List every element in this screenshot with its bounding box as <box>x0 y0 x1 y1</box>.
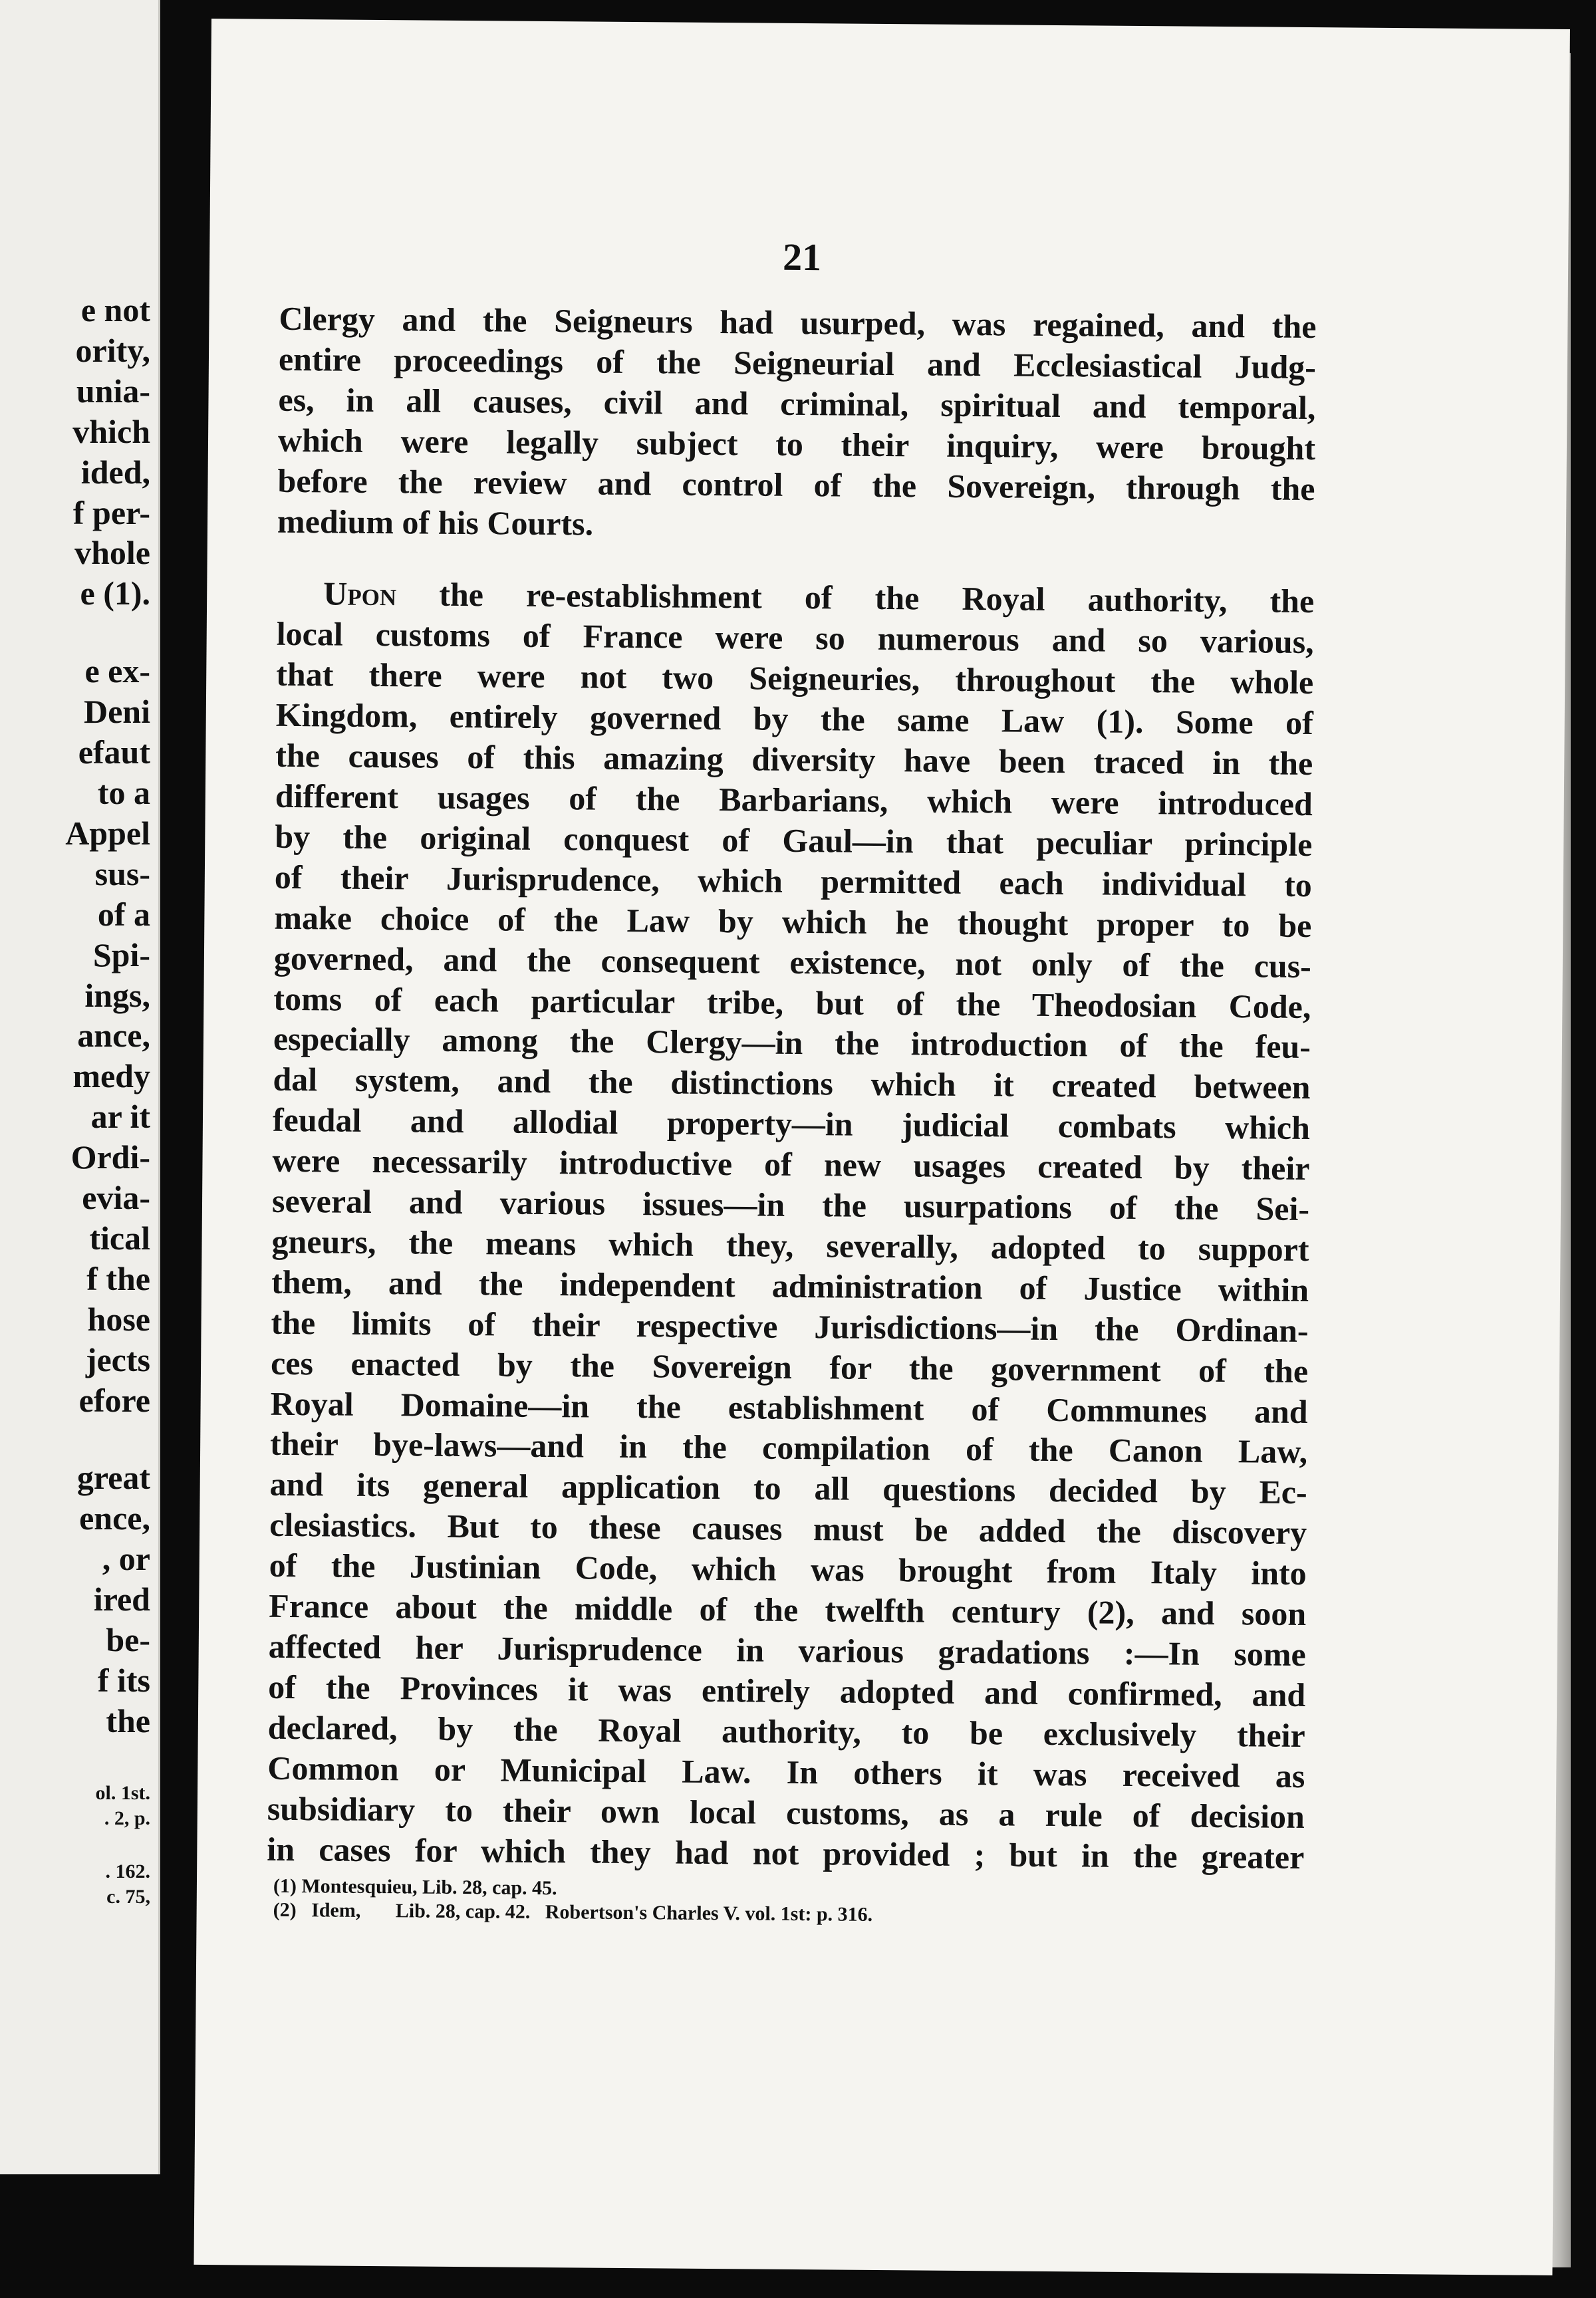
left-page-note: c. 75, <box>106 1886 150 1908</box>
body-text <box>267 299 1317 1878</box>
left-page-line: of a <box>97 895 150 933</box>
left-page-line: ar it <box>90 1098 150 1136</box>
text-line: Kingdom, entirely governed by the same Law (1). Some of <box>275 696 1313 742</box>
text-line: feudal and allodial property—in judicial combats which <box>272 1100 1311 1147</box>
text-line: in cases for which they had not provided ; but in the greater <box>267 1830 1305 1876</box>
text-line: their bye-laws—and in the compilation of the Canon Law, <box>269 1425 1308 1471</box>
text-line: France about the middle of the twelfth century (2), and soon <box>269 1587 1307 1633</box>
text-line: them, and the independent administration of Justice within <box>271 1263 1309 1309</box>
text-line: ces enacted by the Sovereign for the government of the <box>270 1344 1309 1390</box>
left-page-line: the <box>106 1702 150 1739</box>
text-line: make choice of the Law by which he thought proper to be <box>274 898 1312 944</box>
left-page-line: f its <box>97 1662 150 1699</box>
text-line: Royal Domaine—in the establishment of Communes and <box>270 1384 1308 1430</box>
left-page-line: to a <box>97 773 150 811</box>
left-page-line: unia- <box>76 372 150 410</box>
footnote: (1) Montesquieu, Lib. 28, cap. 45. <box>273 1874 557 1900</box>
text-line: of the Justinian Code, which was brought from Italy into <box>269 1546 1307 1593</box>
text-line: gneurs, the means which they, severally, adopted to support <box>271 1222 1309 1268</box>
text-line: medium of his Courts. <box>277 502 594 543</box>
text-line: the limits of their respective Jurisdictions—in the Ordinan- <box>271 1303 1309 1349</box>
text-line: of the Provinces it was entirely adopted and confirmed, and <box>268 1668 1306 1714</box>
left-page-line: tical <box>89 1219 150 1257</box>
paragraph-1 <box>277 299 1317 550</box>
left-page-line: ence, <box>79 1499 150 1537</box>
left-page-line: vhich <box>72 412 150 450</box>
text-line: different usages of the Barbarians, which were introduced <box>275 777 1313 823</box>
text-line: subsidiary to their own local customs, as a rule of decision <box>267 1789 1305 1835</box>
left-page-line: efore <box>78 1381 150 1419</box>
left-page-line: f the <box>86 1259 150 1297</box>
text-line: clesiastics. But to these causes must be added the discovery <box>269 1506 1307 1552</box>
text-line: entire proceedings of the Seigneurial and Ecclesiastical Judg- <box>278 340 1317 386</box>
text-line: toms of each particular tribe, but of the Theodosian Code, <box>273 979 1311 1025</box>
text-line: the causes of this amazing diversity have been traced in the <box>275 736 1313 783</box>
text-line: affected her Jurisprudence in various gradations :—In some <box>268 1627 1306 1674</box>
left-page-line: ings, <box>84 976 150 1014</box>
footnotes <box>273 1874 873 1927</box>
left-page-line: ance, <box>77 1017 150 1055</box>
left-page-line: e ex- <box>84 652 150 690</box>
left-page-notes <box>96 1781 151 1910</box>
left-page-line: be- <box>106 1621 150 1659</box>
left-page-line: jects <box>85 1340 150 1378</box>
text-line: that there were not two Seigneuries, throughout the whole <box>276 656 1314 702</box>
text-line: especially among the Clergy—in the introduction of the feu- <box>273 1020 1311 1066</box>
left-page-line: medy <box>72 1057 150 1095</box>
left-page-line: Deni <box>84 693 150 731</box>
left-page-line: sus- <box>94 854 150 892</box>
left-page-line: , or <box>102 1540 150 1578</box>
left-page-line: vhole <box>74 534 150 572</box>
left-page-line: ority, <box>75 331 150 369</box>
left-page-line: great <box>76 1459 150 1497</box>
text-line: declared, by the Royal authority, to be exclusively their <box>267 1708 1305 1754</box>
text-line: by the original conquest of Gaul—in that peculiar principle <box>275 817 1313 863</box>
right-page <box>194 19 1569 2275</box>
left-page-line: efaut <box>78 733 150 771</box>
text-line: governed, and the consequent existence, not only of the cus- <box>273 939 1312 985</box>
left-page-text <box>65 290 150 1741</box>
footnote: (2) Idem, Lib. 28, cap. 42. Robertson's Charles V. vol. 1st: p. 316. <box>273 1898 873 1926</box>
left-page-line: Spi- <box>92 936 150 973</box>
text-line: before the review and control of the Sovereign, through the <box>277 461 1315 507</box>
text-line: dal system, and the distinctions which it created between <box>273 1061 1311 1106</box>
text-line: were necessarily introductive of new usages created by their <box>272 1141 1310 1188</box>
text-line: local customs of France were so numerous and so various, <box>276 615 1314 661</box>
left-page-line: ired <box>93 1581 150 1618</box>
page-number: 21 <box>782 235 822 279</box>
text-line: of their Jurisprudence, which permitted each individual to <box>274 858 1313 904</box>
text-line: and its general application to all questions decided by Ec- <box>269 1466 1307 1511</box>
left-page-line: Appel <box>65 814 150 852</box>
text-line: which were legally subject to their inquiry, were brought <box>277 421 1316 467</box>
text-line: several and various issues—in the usurpations of the Sei- <box>271 1182 1310 1228</box>
left-page-line: Ordi- <box>70 1138 150 1176</box>
left-page-line: e not <box>80 291 150 328</box>
text-line: Common or Municipal Law. In others it was received as <box>267 1749 1305 1795</box>
left-page-note: ol. 1st. <box>95 1782 150 1804</box>
paragraph-2-first-line: Upon the re-establishment of the Royal authority, the <box>323 574 1315 620</box>
drop-word: Upon <box>323 574 397 613</box>
left-page-line: ided, <box>80 453 150 491</box>
text-line: es, in all causes, civil and criminal, spiritual and temporal, <box>278 380 1316 426</box>
left-page-note: . 2, p. <box>104 1807 150 1829</box>
paragraph-2 <box>267 573 1314 1877</box>
left-page <box>0 0 160 2174</box>
text-line: Clergy and the Seigneurs had usurped, was regained, and the <box>279 299 1317 346</box>
left-page-line: evia- <box>82 1179 150 1217</box>
left-page-line: e (1). <box>80 574 150 612</box>
left-page-line: hose <box>87 1300 150 1338</box>
left-page-note: . 162. <box>105 1860 150 1882</box>
left-page-line: f per- <box>72 493 150 531</box>
